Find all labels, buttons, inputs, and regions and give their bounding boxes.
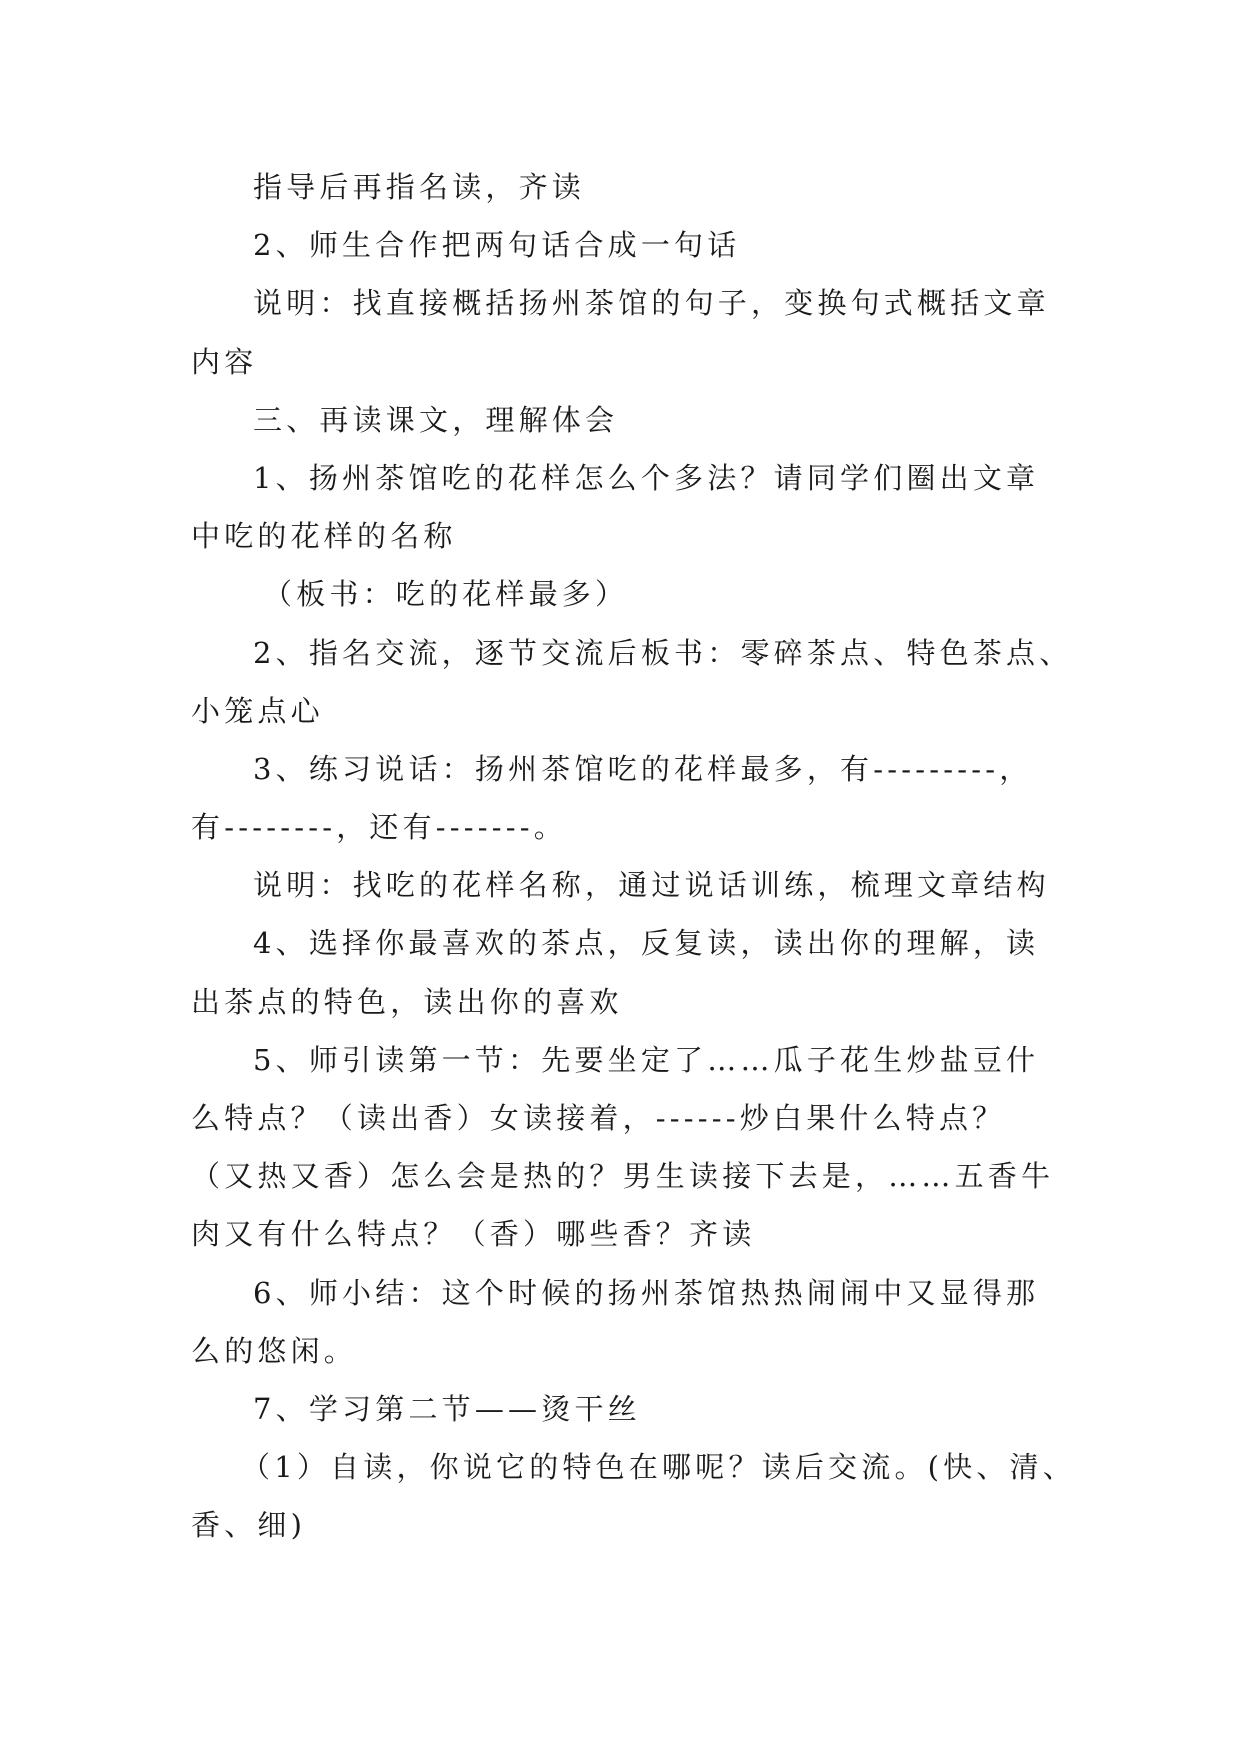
paragraph-line: 肉又有什么特点？（香）哪些香？齐读 bbox=[191, 1217, 756, 1252]
document-body bbox=[191, 158, 1076, 1555]
paragraph-line: 说明：找吃的花样名称，通过说话训练，梳理文章结构 bbox=[253, 868, 1050, 903]
paragraph-line: 2、指名交流，逐节交流后板书：零碎茶点、特色茶点、 bbox=[253, 635, 1073, 670]
paragraph-line: 3、练习说话：扬州茶馆吃的花样最多，有---------， bbox=[253, 751, 1033, 786]
paragraph-line: 说明：找直接概括扬州茶馆的句子，变换句式概括文章 bbox=[253, 286, 1050, 321]
paragraph-line: 么的悠闲。 bbox=[191, 1333, 358, 1368]
paragraph-line: 2、师生合作把两句话合成一句话 bbox=[253, 228, 741, 263]
paragraph-line: 有--------，还有-------。 bbox=[191, 810, 567, 845]
paragraph-line: 出茶点的特色，读出你的喜欢 bbox=[191, 984, 623, 1019]
board-note: （板书：吃的花样最多） bbox=[263, 577, 629, 612]
paragraph-line: 内容 bbox=[191, 344, 258, 379]
section-heading: 三、再读课文，理解体会 bbox=[253, 402, 619, 437]
paragraph-line: 7、学习第二节——烫干丝 bbox=[253, 1391, 641, 1426]
paragraph-line: 么特点？（读出香）女读接着，------炒白果什么特点？ bbox=[191, 1101, 1006, 1135]
paragraph-line: 指导后再指名读，齐读 bbox=[253, 170, 586, 204]
paragraph-line: 6、师小结：这个时候的扬州茶馆热热闹闹中又显得那 bbox=[253, 1275, 1040, 1310]
paragraph-line: （1）自读，你说它的特色在哪呢？读后交流。(快、清、 bbox=[241, 1450, 1076, 1485]
paragraph-line: 1、扬州茶馆吃的花样怎么个多法？请同学们圈出文章 bbox=[253, 460, 1040, 495]
paragraph-line: （又热又香）怎么会是热的？男生读接下去是，……五香牛 bbox=[191, 1159, 1055, 1194]
paragraph-line: 小笼点心 bbox=[191, 693, 324, 728]
paragraph-line: 4、选择你最喜欢的茶点，反复读，读出你的理解，读 bbox=[253, 926, 1040, 961]
paragraph-line: 5、师引读第一节：先要坐定了……瓜子花生炒盐豆什 bbox=[253, 1042, 1040, 1077]
paragraph-line: 香、细) bbox=[191, 1508, 307, 1543]
paragraph-line: 中吃的花样的名称 bbox=[191, 519, 457, 554]
